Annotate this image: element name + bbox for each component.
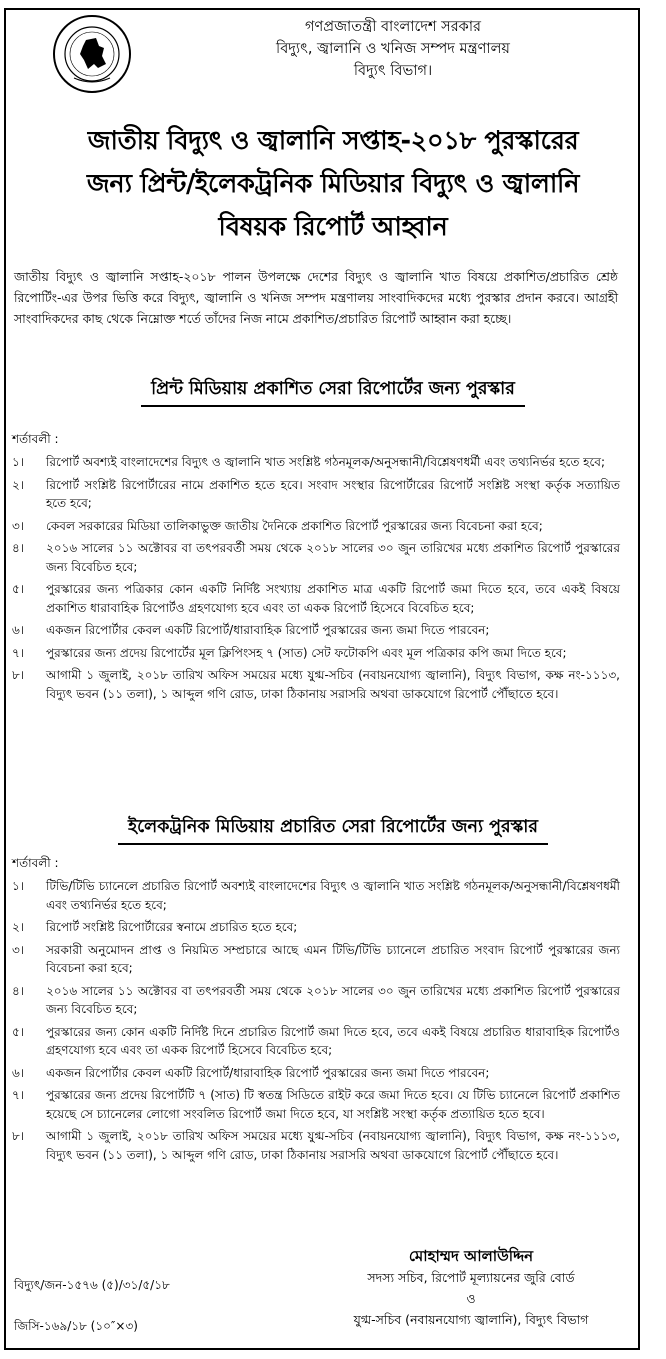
condition-text: আগামী ১ জুলাই, ২০১৮ তারিখ অফিস সময়ের মধ্যে যুগ্ম-সচিব (নবায়নযোগ্য জ্বালানি), বিদ্যুৎ বিভাগ, কক্ষ নং-১১১৩, বিদ্যুৎ ভবন (১১ তলা), ১ আব্দুল গণি রোড, ঢাকা ঠিকানায় সরাসরি অথবা ডাকযোগে রিপোর্ট পৌঁছাতে হবে। [46, 1129, 620, 1162]
print-conditions-label: শর্তাবলী : [12, 432, 59, 446]
signatory-title-1: সদস্য সচিব, রিপোর্ট মূল্যায়নের জুরি বোর্ড [367, 1270, 575, 1285]
government-name: গণপ্রজাতন্ত্রী বাংলাদেশ সরকার [304, 19, 481, 35]
signature-block [306, 1246, 636, 1330]
electronic-conditions-label: শর্তাবলী : [12, 856, 59, 870]
electronic-condition-item [12, 918, 620, 937]
government-seal [52, 14, 132, 94]
condition-number: ৬। [12, 1065, 25, 1080]
electronic-condition-item [12, 1064, 620, 1083]
electronic-condition-item [12, 1086, 620, 1123]
condition-number: ১। [12, 455, 25, 469]
condition-number: ৩। [12, 518, 25, 533]
electronic-condition-item [12, 1023, 620, 1060]
print-condition-item [12, 621, 620, 640]
electronic-condition-item [12, 1127, 620, 1164]
print-condition-item [12, 644, 620, 663]
signatory-title-2: যুগ্ম-সচিব (নবায়নযোগ্য জ্বালানি), বিদ্যুৎ বিভাগ [353, 1312, 589, 1327]
electronic-condition-item [12, 982, 620, 1019]
electronic-conditions-list [12, 877, 620, 1164]
electronic-section-heading-text: ইলেকট্রনিক মিডিয়ায় প্রচারিত সেরা রিপোর্টের জন্য পুরস্কার [118, 814, 548, 845]
headline-line-2: জন্য প্রিন্ট/ইলেকট্রনিক মিডিয়ার বিদ্যুৎ ও জ্বালানি [86, 169, 580, 199]
condition-number: ১। [12, 879, 25, 893]
condition-text: পুরস্কারের জন্য প্রদেয় রিপোর্টের মূল ক্লিপিংসহ ৭ (সাত) সেট ফটোকপি এবং মূল পত্রিকার কপি জমা দিতে হবে; [46, 645, 567, 660]
electronic-conditions [12, 854, 620, 1168]
print-section-heading [20, 376, 646, 407]
memo-reference: বিদ্যুৎ/জন-১৫৭৬ (৫)/৩১/৫/১৮ [14, 1278, 170, 1292]
condition-text: রিপোর্ট সংশ্লিষ্ট রিপোর্টারের নামে প্রকাশিত হতে হবে। সংবাদ সংস্থার রিপোর্টারের রিপোর্ট সংশ্লিষ্ট সংস্থা কর্তৃক সত্যায়িত হতে হবে; [46, 477, 620, 510]
condition-number: ৪। [12, 983, 25, 998]
print-condition-item [12, 539, 620, 576]
condition-number: ৮। [12, 668, 25, 682]
condition-text: রিপোর্ট অবশ্যই বাংলাদেশের বিদ্যুৎ ও জ্বালানি খাত সংশ্লিষ্ট গঠনমূলক/অনুসন্ধানী/বিশ্লেষণধর্মী এবং তথ্যনির্ভর হতে হবে; [46, 455, 605, 469]
ministry-name: বিদ্যুৎ, জ্বালানি ও খনিজ সম্পদ মন্ত্রণালয় [276, 41, 510, 57]
condition-number: ২। [12, 477, 25, 492]
condition-text: পুরস্কারের জন্য পত্রিকার কোন একটি নির্দিষ্ট সংখ্যায় প্রকাশিত মাত্র একটি রিপোর্ট জমা দিতে হবে, তবে একই বিষয়ে প্রকাশিত ধারাবাহিক রিপোর্টও গ্রহণযোগ্য হবে এবং তা একক রিপোর্ট হিসেবে বিবেচিত হবে; [46, 582, 620, 615]
headline-line-1: জাতীয় বিদ্যুৎ ও জ্বালানি সপ্তাহ-২০১৮ পুরস্কারের [87, 126, 579, 156]
condition-number: ৫। [12, 1024, 25, 1039]
print-conditions [12, 430, 620, 707]
print-condition-item [12, 666, 620, 703]
print-condition-item [12, 476, 620, 513]
division-name: বিদ্যুৎ বিভাগ। [353, 63, 433, 79]
headline-line-3: বিষয়ক রিপোর্ট আহ্বান [218, 212, 448, 242]
electronic-condition-item [12, 941, 620, 978]
condition-number: ৪। [12, 541, 25, 555]
print-conditions-list [12, 453, 620, 703]
print-section-heading-text: প্রিন্ট মিডিয়ায় প্রকাশিত সেরা রিপোর্টের জন্য পুরস্কার [141, 376, 525, 407]
condition-number: ৩। [12, 942, 25, 957]
condition-number: ৭। [12, 645, 25, 660]
signatory-conjunction: ও [466, 1291, 476, 1306]
signatory-name: মোহাম্মদ আলাউদ্দিন [408, 1247, 534, 1265]
print-condition-item [12, 453, 620, 472]
condition-text: টিভি/টিভি চ্যানেলে প্রচারিত রিপোর্ট অবশ্যই বাংলাদেশের বিদ্যুৎ ও জ্বালানি খাত সংশ্লিষ্ট গঠনমূলক/অনুসন্ধানী/বিশ্লেষণধর্মী এবং তথ্যনির্ভর হতে হবে; [46, 879, 620, 912]
condition-text: আগামী ১ জুলাই, ২০১৮ তারিখ অফিস সময়ের মধ্যে যুগ্ম-সচিব (নবায়নযোগ্য জ্বালানি), বিদ্যুৎ বিভাগ, কক্ষ নং-১১১৩, বিদ্যুৎ ভবন (১১ তলা), ১ আব্দুল গণি রোড, ঢাকা ঠিকানায় সরাসরি অথবা ডাকযোগে রিপোর্ট পৌঁছাতে হবে। [46, 668, 620, 701]
headline [8, 120, 658, 249]
condition-text: রিপোর্ট সংশ্লিষ্ট রিপোর্টারের স্বনামে প্রচারিত হতে হবে; [46, 920, 298, 934]
condition-number: ২। [12, 920, 25, 934]
condition-text: কেবল সরকারের মিডিয়া তালিকাভুক্ত জাতীয় দৈনিকে প্রকাশিত রিপোর্ট পুরস্কারের জন্য বিবেচনা করা হবে; [46, 518, 543, 533]
dfp-reference: জিসি-১৬৯/১৮ (১০″×৩) [14, 1319, 138, 1333]
electronic-condition-item [12, 877, 620, 914]
condition-number: ৭। [12, 1088, 25, 1102]
condition-number: ৮। [12, 1129, 25, 1143]
condition-text: পুরস্কারের জন্য কোন একটি নির্দিষ্ট দিনে প্রচারিত রিপোর্ট জমা দিতে হবে, তবে একই বিষয়ে প্রচারিত ধারাবাহিক রিপোর্টও গ্রহণযোগ্য হবে এবং তা একক রিপোর্ট হিসেবে বিবেচিত হবে; [46, 1024, 620, 1057]
condition-text: ২০১৬ সালের ১১ অক্টোবর বা তৎপরবর্তী সময় থেকে ২০১৮ সালের ৩০ জুন তারিখের মধ্যে প্রকাশিত রিপোর্ট পুরস্কারের জন্য বিবেচিত হবে; [46, 541, 620, 574]
condition-text: সরকারী অনুমোদন প্রাপ্ত ও নিয়মিত সম্প্রচারে আছে এমন টিভি/টিভি চ্যানেলে প্রচারিত সংবাদ রিপোর্ট পুরস্কারের জন্য বিবেচনা করা হবে; [46, 942, 620, 975]
condition-number: ৬। [12, 623, 25, 637]
print-condition-item [12, 580, 620, 617]
intro-paragraph: জাতীয় বিদ্যুৎ ও জ্বালানি সপ্তাহ-২০১৮ পালন উপলক্ষে দেশের বিদ্যুৎ ও জ্বালানি খাত বিষয়ে প্রকাশিত/প্রচারিত শ্রেষ্ঠ রিপোর্টিং-এর উপর ভিত্তি করে বিদ্যুৎ, জ্বালানি ও খনিজ সম্পদ মন্ত্রণালয় সাংবাদিকদের মধ্যে পুরস্কার প্রদান করবে। আগ্রহী সাংবাদিকদের কাছ থেকে নিম্নোক্ত শর্তে তাঁদের নিজ নামে প্রকাশিত/প্রচারিত রিপোর্ট আহ্বান করা হচ্ছে। [14, 269, 618, 326]
condition-text: ২০১৬ সালের ১১ অক্টোবর বা তৎপরবর্তী সময় থেকে ২০১৮ সালের ৩০ জুন তারিখের মধ্যে প্রকাশিত রিপোর্ট পুরস্কারের জন্য বিবেচিত হবে; [46, 983, 620, 1016]
print-condition-item [12, 517, 620, 536]
condition-text: পুরস্কারের জন্য প্রদেয় রিপোর্টটি ৭ (সাত) টি স্বতন্ত্র সিডিতে রাইট করে জমা দিতে হবে। যে টিভি চ্যানেলে রিপোর্ট প্রকাশিত হয়েছে সে চ্যানেলের লোগো সংবলিত রিপোর্ট জমা দিতে হবে, যা সংশ্লিষ্ট সংস্থা কর্তৃক প্রত্যায়িত হতে হবে। [46, 1088, 620, 1121]
issuing-authority [140, 16, 646, 82]
condition-text: একজন রিপোর্টার কেবল একটি রিপোর্ট/ধারাবাহিক রিপোর্ট পুরস্কারের জন্য জমা দিতে পারবেন; [46, 1065, 490, 1080]
condition-text: একজন রিপোর্টার কেবল একটি রিপোর্ট/ধারাবাহিক রিপোর্ট পুরস্কারের জন্য জমা দিতে পারবেন; [46, 623, 490, 637]
electronic-section-heading [20, 814, 646, 845]
condition-number: ৫। [12, 582, 25, 596]
